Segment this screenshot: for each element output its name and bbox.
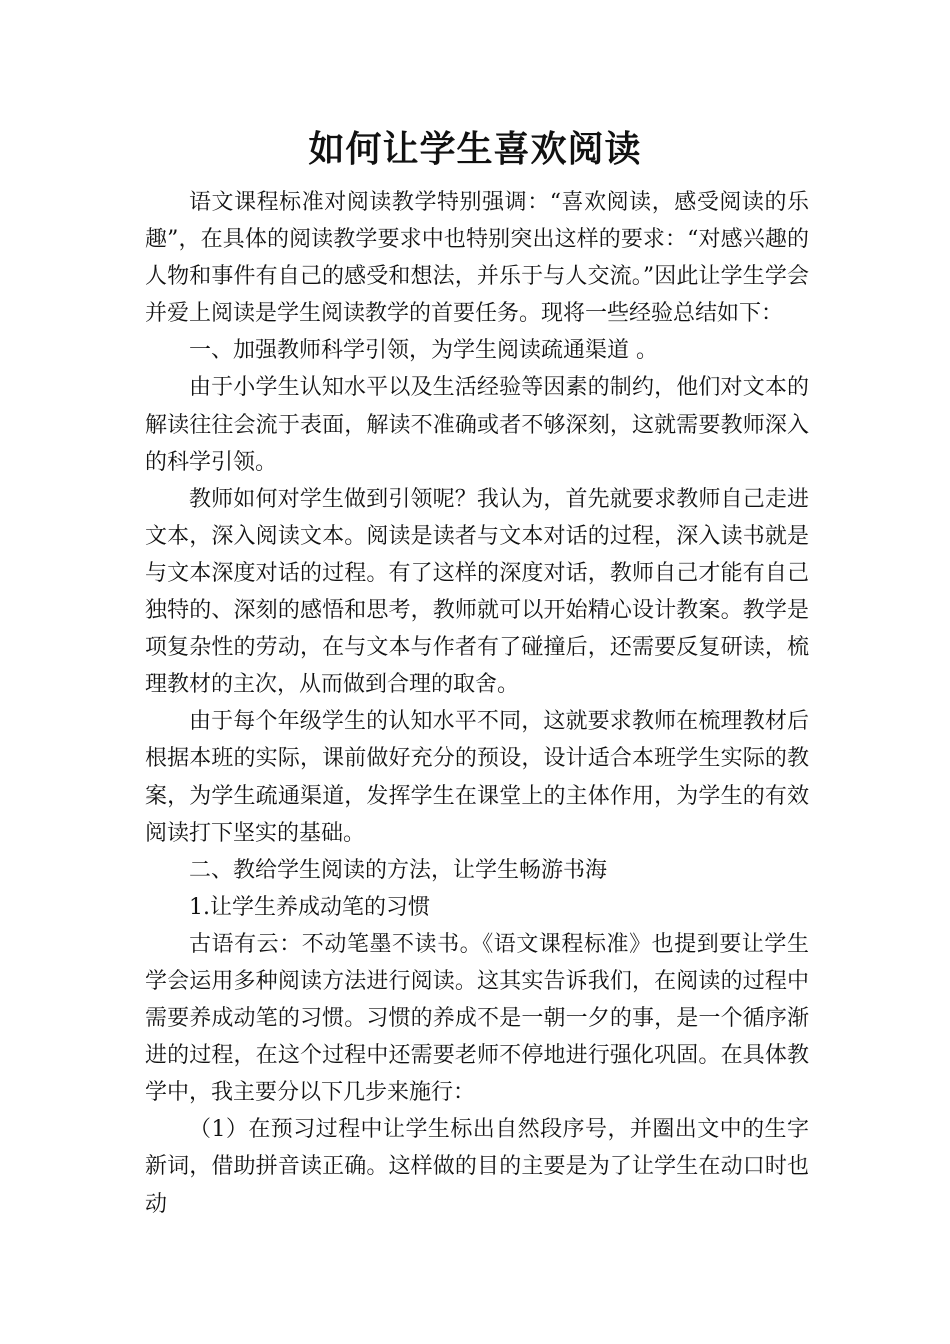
paragraph: 古语有云：不动笔墨不读书。《语文课程标准》也提到要让学生学会运用多种阅读方法进行阅读。这其实告诉我们，在阅读的过程中需要养成动笔的习惯。习惯的养成不是一朝一夕的事，是一个循序渐进的过程，在这个过程中还需要老师不停地进行强化巩固。在具体教学中，我主要分以下几步来施行： bbox=[145, 931, 809, 1106]
paragraph: 由于小学生认知水平以及生活经验等因素的制约，他们对文本的解读往往会流于表面，解读不准确或者不够深刻，这就需要教师深入的科学引领。 bbox=[145, 375, 809, 475]
subsection-heading-1: 1.让学生养成动笔的习惯 bbox=[189, 894, 430, 920]
section-heading-2: 二、教给学生阅读的方法，让学生畅游书海 bbox=[189, 857, 608, 883]
document-title: 如何让学生喜欢阅读 bbox=[308, 128, 642, 170]
paragraph-intro: 语文课程标准对阅读教学特别强调：“喜欢阅读，感受阅读的乐趣”，在具体的阅读教学要求中也特别突出这样的要求：“对感兴趣的人物和事件有自己的感受和想法，并乐于与人交流。”因此让学生学会并爱上阅读是学生阅读教学的首要任务。现将一些经验总结如下： bbox=[145, 190, 809, 327]
paragraph: （1）在预习过程中让学生标出自然段序号，并圈出文中的生字新词，借助拼音读正确。这样做的目的主要是为了让学生在动口时也动 bbox=[145, 1117, 809, 1217]
document-body bbox=[145, 184, 809, 1223]
section-heading-1: 一、加强教师科学引领，为学生阅读疏通渠道 。 bbox=[189, 338, 658, 364]
paragraph: 教师如何对学生做到引领呢？我认为，首先就要求教师自己走进文本，深入阅读文本。阅读是读者与文本对话的过程，深入读书就是与文本深度对话的过程。有了这样的深度对话，教师自己才能有自己独特的、深刻的感悟和思考，教师就可以开始精心设计教案。教学是项复杂性的劳动，在与文本与作者有了碰撞后，还需要反复研读，梳理教材的主次，从而做到合理的取舍。 bbox=[145, 486, 809, 698]
paragraph: 由于每个年级学生的认知水平不同，这就要求教师在梳理教材后根据本班的实际，课前做好充分的预设，设计适合本班学生实际的教案，为学生疏通渠道，发挥学生在课堂上的主体作用，为学生的有效阅读打下坚实的基础。 bbox=[145, 709, 809, 846]
